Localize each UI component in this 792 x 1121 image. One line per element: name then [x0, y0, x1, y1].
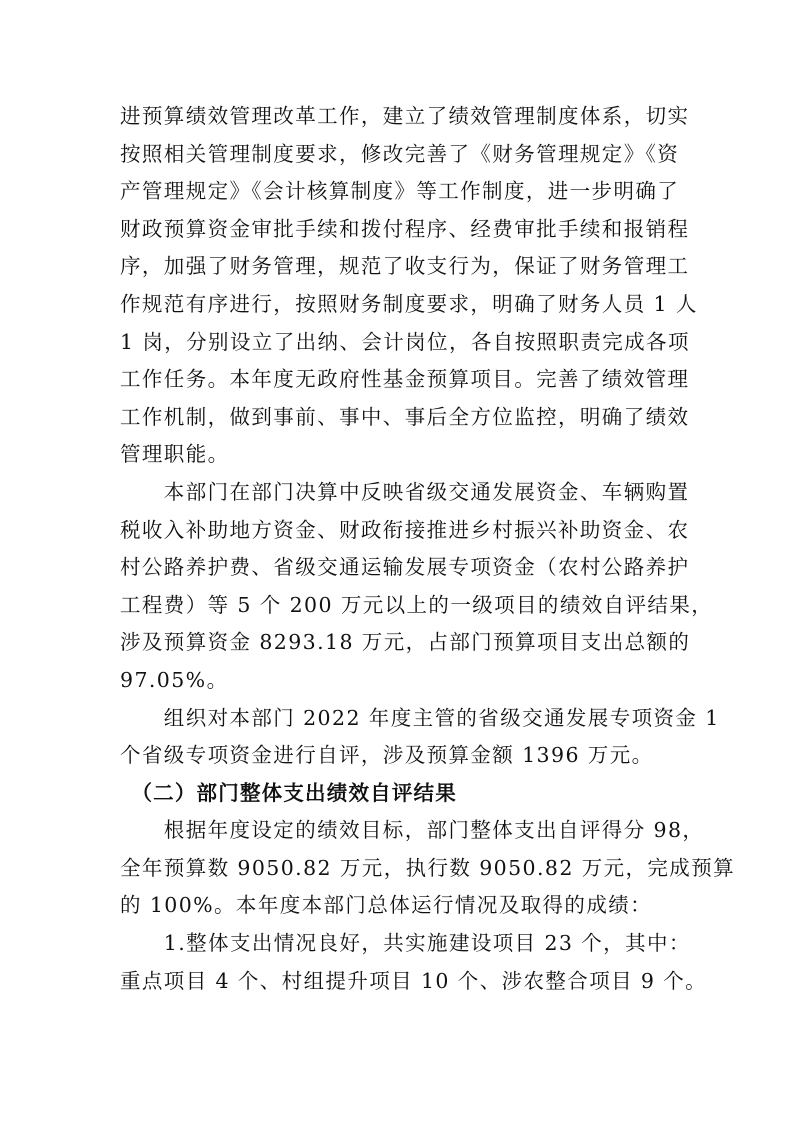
document-body	[120, 98, 736, 1000]
text-line-3: 产管理规定》《会计核算制度》等工作制度，进一步明确了	[120, 179, 680, 204]
text-line-20: 根据年度设定的绩效目标，部门整体支出自评得分 98，	[120, 818, 705, 843]
text-line-4: 财政预算资金审批手续和拨付程序、经费审批手续和报销程	[120, 216, 690, 241]
text-line-13: 村公路养护费、省级交通运输发展专项资金（农村公路养护	[120, 555, 690, 580]
text-line-14: 工程费）等 5 个 200 万元以上的一级项目的绩效自评结果，	[120, 592, 714, 617]
text-line-18: 个省级专项资金进行自评，涉及预算金额 1396 万元。	[120, 743, 654, 768]
text-line-6: 作规范有序进行，按照财务制度要求，明确了财务人员 1 人	[120, 291, 698, 316]
section-heading: （二）部门整体支出绩效自评结果	[120, 780, 457, 805]
text-line-21: 全年预算数 9050.82 万元，执行数 9050.82 万元，完成预算	[120, 855, 736, 880]
text-line-2: 按照相关管理制度要求，修改完善了《财务管理规定》《资	[120, 141, 680, 166]
text-line-8: 工作任务。本年度无政府性基金预算项目。完善了绩效管理	[120, 367, 690, 392]
text-line-16: 97.05%。	[120, 667, 229, 692]
text-line-1: 进预算绩效管理改革工作，建立了绩效管理制度体系，切实	[120, 104, 690, 128]
text-line-24: 重点项目 4 个、村组提升项目 10 个、涉农整合项目 9 个。	[120, 968, 708, 993]
text-line-7: 1 岗，分别设立了出纳、会计岗位，各自按照职责完成各项	[120, 329, 690, 354]
text-line-10: 管理职能。	[120, 442, 230, 467]
text-line-23: 1.整体支出情况良好，共实施建设项目 23 个，其中：	[120, 931, 691, 956]
text-line-9: 工作机制，做到事前、事中、事后全方位监控，明确了绩效	[120, 404, 690, 429]
text-line-15: 涉及预算资金 8293.18 万元，占部门预算项目支出总额的	[120, 630, 691, 655]
text-line-12: 税收入补助地方资金、财政衔接推进乡村振兴补助资金、农	[120, 517, 690, 542]
text-line-17: 组织对本部门 2022 年度主管的省级交通发展专项资金 1	[120, 705, 720, 730]
text-line-22: 的 100%。本年度本部门总体运行情况及取得的成绩：	[120, 893, 653, 918]
text-line-11: 本部门在部门决算中反映省级交通发展资金、车辆购置	[120, 479, 690, 504]
text-line-5: 序，加强了财务管理，规范了收支行为，保证了财务管理工	[120, 254, 690, 279]
